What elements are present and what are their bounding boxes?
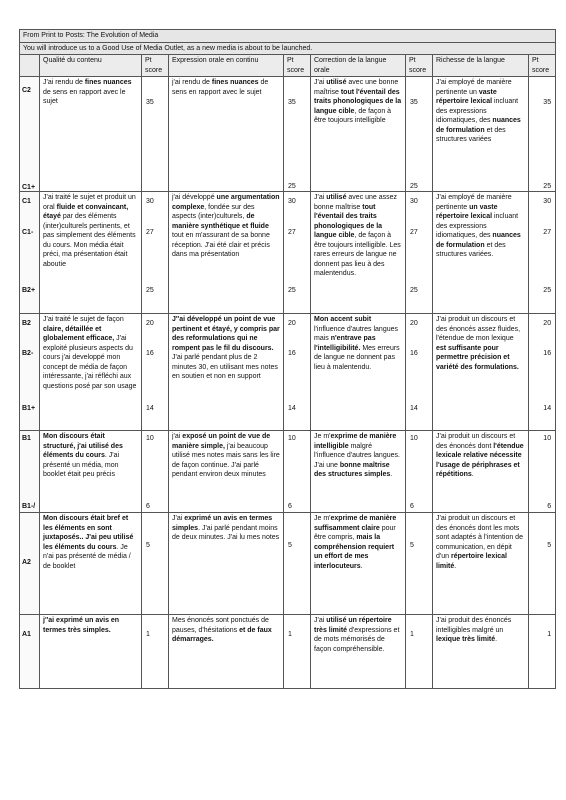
richness-score <box>529 77 556 192</box>
header-oral: Expression orale en continu <box>169 55 284 77</box>
score-value: 14 <box>288 405 296 413</box>
descriptor-text: répertoire lexical limité <box>436 553 507 570</box>
oral-score <box>284 192 311 314</box>
score-value: 6 <box>146 503 150 511</box>
content-descriptor <box>40 615 142 689</box>
richness-score <box>529 513 556 615</box>
content-score <box>142 314 169 431</box>
descriptor-text: avec une assez bonne maîtrise <box>314 194 398 211</box>
descriptor-text: est suffisante pour permettre précision et variété des formulations. <box>436 344 519 371</box>
descriptor-text: l'influence d'autres langues mais <box>314 325 399 342</box>
score-value: 35 <box>146 98 154 106</box>
descriptor-text: , fondée sur des aspects (inter)culturels, <box>172 203 255 220</box>
descriptor-text: Je m' <box>314 515 331 522</box>
content-descriptor <box>40 192 142 314</box>
header-content: Qualité du contenu <box>40 55 142 77</box>
score-value: 10 <box>288 435 296 443</box>
oral-descriptor <box>169 314 284 431</box>
descriptor-text: J'ai rendu de <box>43 79 85 86</box>
descriptor-text: . <box>360 562 363 570</box>
score-value: 35 <box>288 98 296 106</box>
descriptor-text: . J'ai présenté un média, mon booklet était peu précis <box>43 452 120 478</box>
level-label: C1+ <box>22 184 36 192</box>
correction-descriptor <box>311 431 406 513</box>
descriptor-text: tout l'éventail des traits phonologiques de la langue cible <box>314 203 383 239</box>
descriptor-text: , de façon à être toujours intelligible <box>314 107 392 124</box>
descriptor-text: Mon discours était bref et les éléments en sont juxtaposés.. J'ai peu utilisé les éléments du cours <box>43 515 134 551</box>
score-value: 25 <box>288 287 296 295</box>
descriptor-text: nuances de formulation <box>436 232 521 249</box>
score-value: 20 <box>543 319 552 327</box>
richness-score <box>529 431 556 513</box>
score-value: 27 <box>410 229 418 237</box>
descriptor-text: J'ai traité le sujet et produit un oral <box>43 194 136 211</box>
score-value: 30 <box>410 197 418 205</box>
correction-score <box>406 77 433 192</box>
level-cell <box>20 513 40 615</box>
descriptor-text: J'ai produit un discours et des énoncés assez fluides, l'étendue de mon lexique <box>436 316 521 342</box>
score-value: 20 <box>288 319 296 327</box>
rubric-row <box>20 77 556 192</box>
level-label: B2+ <box>22 287 36 295</box>
score-value: 25 <box>543 287 552 295</box>
score-value: 35 <box>543 98 552 106</box>
rubric-row <box>20 615 556 689</box>
content-score <box>142 192 169 314</box>
descriptor-text: fines nuances <box>211 79 259 86</box>
richness-descriptor <box>433 615 529 689</box>
descriptor-text: une argumentation complexe <box>172 194 280 211</box>
rubric-row <box>20 513 556 615</box>
correction-score <box>406 192 433 314</box>
oral-descriptor <box>169 513 284 615</box>
rubric-table <box>19 29 556 689</box>
descriptor-text: et des structures variées <box>436 126 506 143</box>
descriptor-text: J'ai produit des énoncés intelligibles malgré un <box>436 617 512 634</box>
header-correction: Correction de la langue orale <box>311 55 406 77</box>
correction-descriptor <box>311 77 406 192</box>
descriptor-text: J''ai développé un point de vue pertinent et étayé, y compris par des reformulations qui ne rompent pas le fil du discours. <box>172 316 280 352</box>
descriptor-text: . <box>454 562 457 570</box>
score-value: 16 <box>146 349 154 357</box>
score-value: 6 <box>547 503 552 511</box>
level-cell <box>20 431 40 513</box>
descriptor-text: de sens en rapport avec le sujet <box>172 79 269 96</box>
score-value: 25 <box>146 287 154 295</box>
score-value: 35 <box>410 98 418 106</box>
score-value: 25 <box>410 287 418 295</box>
score-value: 5 <box>146 542 150 550</box>
descriptor-text: . <box>495 636 498 643</box>
descriptor-text: incluant des expressions idiomatiques, des <box>436 213 519 239</box>
oral-score <box>284 615 311 689</box>
level-label: B1 <box>22 435 31 443</box>
oral-score <box>284 77 311 192</box>
score-value: 5 <box>288 542 292 550</box>
document-title: From Print to Posts: The Evolution of Media <box>20 30 556 43</box>
score-value: 1 <box>547 630 552 638</box>
descriptor-text: j'ai <box>172 433 183 440</box>
score-value: 14 <box>410 405 418 413</box>
descriptor-text: j''ai exprimé un avis en termes très simples. <box>43 617 120 634</box>
descriptor-text: . Je n'ai pas présenté de média / de booklet <box>43 543 131 570</box>
descriptor-text: j'ai développé <box>172 194 217 201</box>
score-value: 10 <box>543 435 552 443</box>
content-descriptor <box>40 314 142 431</box>
level-label: A2 <box>22 559 31 567</box>
descriptor-text: incluant des expressions idiomatiques, des <box>436 98 519 124</box>
descriptor-text: J'ai employé de manière pertinente un <box>436 79 512 96</box>
score-value: 5 <box>410 542 414 550</box>
score-value: 10 <box>410 435 418 443</box>
score-value: 10 <box>146 435 154 443</box>
richness-descriptor <box>433 192 529 314</box>
descriptor-text: J'ai produit un discours et des énoncés dont <box>436 433 516 450</box>
richness-descriptor <box>433 314 529 431</box>
correction-descriptor <box>311 192 406 314</box>
descriptor-text: pour être compris, <box>314 524 396 541</box>
descriptor-text: vaste répertoire lexical <box>436 88 497 105</box>
oral-score <box>284 314 311 431</box>
score-value: 16 <box>288 349 296 357</box>
correction-score <box>406 615 433 689</box>
score-value: 6 <box>288 503 292 511</box>
oral-descriptor <box>169 615 284 689</box>
level-cell <box>20 314 40 431</box>
score-value: 25 <box>543 182 552 190</box>
header-richness: Richesse de la langue <box>433 55 529 77</box>
score-value: 14 <box>543 405 552 413</box>
descriptor-text: exprimé un avis en termes simples <box>172 515 273 532</box>
descriptor-text: j'ai beaucoup utilisé mes notes mais sans les lire de façon continue. J'ai parlé pendant environ deux minutes <box>172 442 280 478</box>
descriptor-text: n'entrave pas l'intelligibilité. <box>314 335 376 352</box>
score-value: 20 <box>146 319 154 327</box>
descriptor-text: . J'ai parlé pendant moins de deux minutes. J'ai lu mes notes <box>172 524 280 541</box>
score-value: 25 <box>288 182 296 190</box>
descriptor-text: de sens en rapport avec le sujet <box>43 88 126 105</box>
descriptor-text: , de façon à être toujours intelligible. Les rares erreurs de langue ne donnent pas lieu à des malentendus. <box>314 232 401 277</box>
content-score <box>142 77 169 192</box>
level-label: A1 <box>22 630 31 638</box>
content-descriptor <box>40 513 142 615</box>
score-value: 1 <box>288 630 292 638</box>
descriptor-text: d'expressions et de mots mémorisés de façon compréhensible. <box>314 626 400 653</box>
descriptor-text: l'étendue lexicale relative nécessite l'usage de périphrases et répétitions <box>436 442 524 478</box>
score-value: 20 <box>410 319 418 327</box>
score-value: 16 <box>410 349 418 357</box>
descriptor-text: J'ai <box>314 79 327 86</box>
descriptor-text: par des éléments (inter)culturels pertinents, et pas simplement des éléments du cours. Mon média était préci, ma présentation était aboutie <box>43 213 136 268</box>
descriptor-text: malgré l'influence d'autres langues. J'ai une <box>314 442 400 469</box>
descriptor-text: tout en m'assurant de sa bonne réception. J'ai été clair et précis dans ma présentation <box>172 232 270 258</box>
content-score <box>142 431 169 513</box>
descriptor-text: nuances de formulation <box>436 117 521 134</box>
level-label: B2 <box>22 319 31 327</box>
level-cell <box>20 615 40 689</box>
content-score <box>142 513 169 615</box>
descriptor-text: J'ai produit un discours et des énoncés dont les mots sont adaptés à l'intention de communication, en dépit d'un <box>436 515 523 560</box>
richness-score <box>529 192 556 314</box>
content-descriptor <box>40 77 142 192</box>
descriptor-text: utilisé un répertoire très limité <box>314 617 392 634</box>
score-value: 30 <box>288 197 296 205</box>
header-level <box>20 55 40 77</box>
correction-score <box>406 314 433 431</box>
descriptor-text: un vaste répertoire lexical <box>436 203 498 220</box>
descriptor-text: tout l'éventail des traits phonologiques de la langue cible <box>314 88 402 115</box>
descriptor-text: exposé un point de vue de manière simple, <box>172 433 271 450</box>
descriptor-text: et des structures variées. <box>436 241 506 258</box>
richness-score <box>529 615 556 689</box>
descriptor-text: de manière synthétique et fluide <box>172 213 269 230</box>
rubric-row <box>20 314 556 431</box>
score-value: 5 <box>547 542 552 550</box>
descriptor-text: J'ai <box>172 515 185 522</box>
descriptor-text: J'ai traité le sujet de façon <box>43 316 124 323</box>
header-score-1: Pt score <box>142 55 169 77</box>
rubric-body <box>20 77 556 689</box>
oral-descriptor <box>169 192 284 314</box>
correction-score <box>406 513 433 615</box>
header-score-3: Pt score <box>406 55 433 77</box>
descriptor-text: Mes erreurs de langue ne donnent pas lieu à malentendu. <box>314 344 400 371</box>
score-value: 27 <box>146 229 154 237</box>
descriptor-text: bonne maîtrise des structures simples <box>314 461 391 478</box>
level-label: B2- <box>22 349 34 357</box>
score-value: 6 <box>410 503 414 511</box>
descriptor-text: Mon discours était structuré, j'ai utilisé des éléments du cours <box>43 433 123 459</box>
descriptor-text: utilisé <box>326 79 347 86</box>
score-value: 27 <box>288 229 296 237</box>
descriptor-text: fluide et convaincant, étayé <box>43 203 129 220</box>
score-value: 27 <box>543 229 552 237</box>
descriptor-text: utilisé <box>326 194 347 201</box>
descriptor-text: avec une bonne maîtrise <box>314 79 399 96</box>
descriptor-text: J'ai <box>314 617 327 624</box>
header-score-2: Pt score <box>284 55 311 77</box>
score-value: 1 <box>146 630 150 638</box>
descriptor-text: exprime de manière suffisamment claire <box>314 515 397 532</box>
level-label: B1+ <box>22 405 36 413</box>
descriptor-text: exprime de manière intelligible <box>314 433 397 450</box>
score-value: 1 <box>410 630 414 638</box>
score-value: 30 <box>543 197 552 205</box>
descriptor-text: Mon accent subit <box>314 316 372 323</box>
score-value: 25 <box>410 182 418 190</box>
level-label: B1-/ <box>22 503 36 511</box>
header-score-4: Pt score <box>529 55 556 77</box>
oral-score <box>284 513 311 615</box>
richness-descriptor <box>433 513 529 615</box>
richness-descriptor <box>433 431 529 513</box>
score-value: 16 <box>543 349 552 357</box>
oral-descriptor <box>169 431 284 513</box>
oral-descriptor <box>169 77 284 192</box>
descriptor-text: J'ai exploité plusieurs aspects du cours j'ai developpé mon concept de média de façon intéressante, j'ai réfléchi aux questions posé par son usage <box>43 335 137 390</box>
correction-score <box>406 431 433 513</box>
descriptor-text: fines nuances <box>84 79 132 86</box>
correction-descriptor <box>311 314 406 431</box>
correction-descriptor <box>311 615 406 689</box>
document-subtitle: You will introduce us to a Good Use of Media Outlet, as a new media is about to be launched. <box>20 42 556 55</box>
descriptor-text: . <box>471 471 474 478</box>
descriptor-text: . <box>390 471 393 478</box>
richness-score <box>529 314 556 431</box>
richness-descriptor <box>433 77 529 192</box>
rubric-row <box>20 431 556 513</box>
rubric-row <box>20 192 556 314</box>
content-score <box>142 615 169 689</box>
descriptor-text: j'ai rendu de <box>172 79 212 86</box>
descriptor-text: J'ai <box>314 194 327 201</box>
oral-score <box>284 431 311 513</box>
descriptor-text: lexique très limité <box>436 636 496 643</box>
descriptor-text: et de faux démarrages. <box>172 626 272 643</box>
descriptor-text: mais la compréhension requiert un effort de mes interlocuteurs <box>314 534 395 570</box>
descriptor-text: J'ai parlé pendant plus de 2 minutes 30, en utilisant mes notes en soutien et non en support <box>172 354 278 380</box>
level-label: C1 <box>22 197 31 205</box>
descriptor-text: Je m' <box>314 433 331 440</box>
descriptor-text: claire, détaillée et globalement efficace, <box>43 325 115 342</box>
descriptor-text: Mes énoncés sont ponctués de pauses, d'hésitations <box>172 617 269 634</box>
score-value: 30 <box>146 197 154 205</box>
level-cell <box>20 192 40 314</box>
content-descriptor <box>40 431 142 513</box>
level-label: C2 <box>22 87 31 95</box>
level-cell <box>20 77 40 192</box>
correction-descriptor <box>311 513 406 615</box>
score-value: 14 <box>146 405 154 413</box>
descriptor-text: J'ai employé de manière pertinente <box>436 194 512 211</box>
level-label: C1- <box>22 229 34 237</box>
